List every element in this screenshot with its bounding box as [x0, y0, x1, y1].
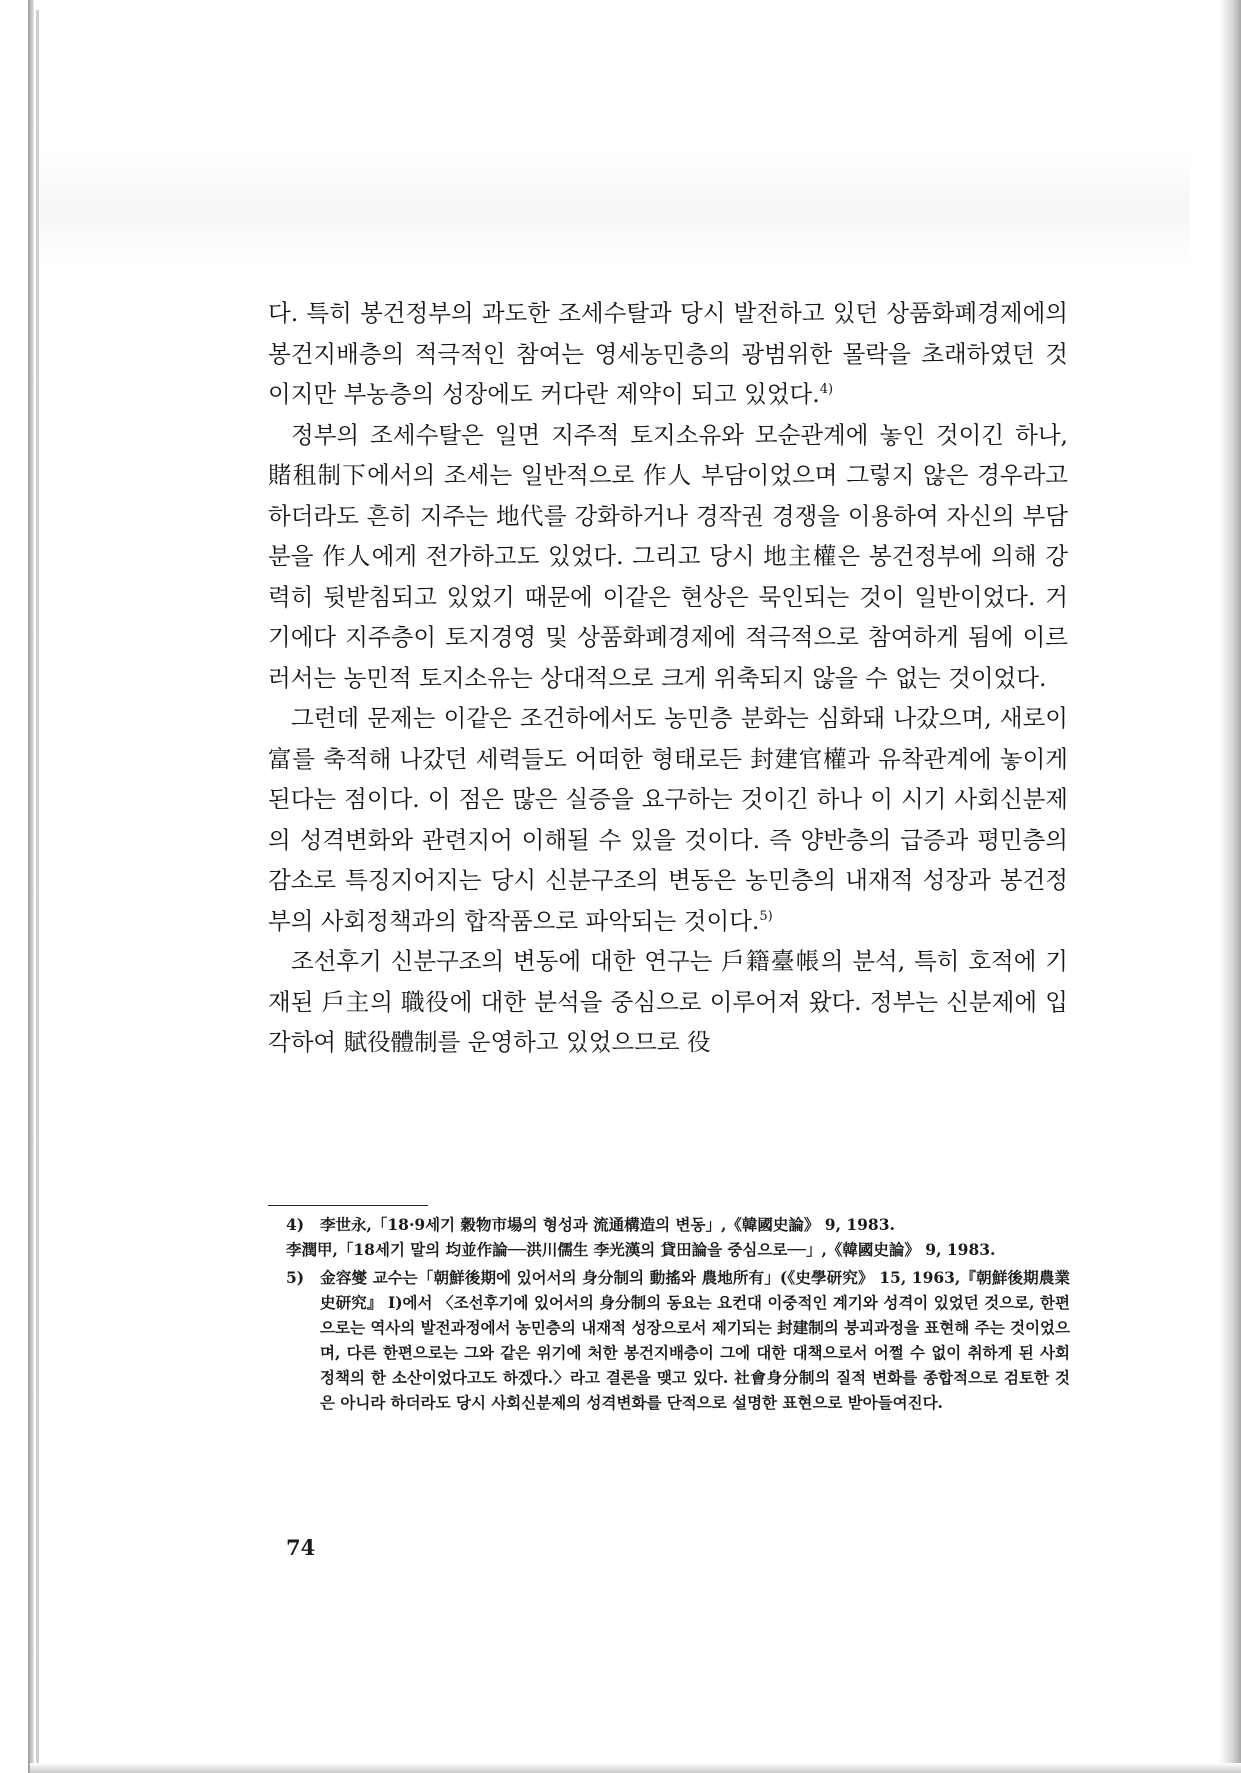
paragraph-text: 그런데 문제는 이같은 조건하에서도 농민층 분화는 심화돼 나갔으며, 새로이 富를 축적해 나갔던 세력들도 어떠한 형태로든 封建官權과 유착관계에 놓이게 된다는 점이다. 이 점은 많은 실증을 요구하는 것이긴 하나 이 시기 사회신분제의 성격변화와 관련지어 이해될 수 있을 것이다. 즉 양반층의 급증과 평민층의 감소로 특징지어지는 당시 신분구조의 변동은 농민층의 내재적 성장과 봉건정부의 사회정책과의 합작품으로 파악되는 것이다.: [268, 704, 1068, 935]
page-bottom-edge: [30, 1763, 1241, 1773]
footnote-line: 李世永,「18·9세기 穀物市場의 형성과 流通構造의 변동」,《韓國史論》 9, 1983.: [320, 1215, 895, 1234]
body-text: [268, 293, 1068, 1063]
paragraph-4: [268, 941, 1068, 1063]
footnote-ref[interactable]: 4): [819, 382, 834, 398]
footnote-number: 4): [286, 1215, 305, 1234]
page-left-edge: [28, 0, 34, 1773]
page-number: 74: [286, 1535, 316, 1560]
paragraph-text: 조선후기 신분구조의 변동에 대한 연구는 戶籍臺帳의 분석, 특히 호적에 기재된 戶主의 職役에 대한 분석을 중심으로 이루어져 왔다. 정부는 신분제에 입각하여 賦役體制를 운영하고 있었으므로 役: [268, 947, 1068, 1056]
page-left-edge-inner: [36, 10, 39, 1765]
footnote-number: 5): [286, 1268, 305, 1287]
page-right-edge: [1219, 0, 1241, 1773]
paragraph-2: [268, 415, 1068, 699]
paragraph-text: 정부의 조세수탈은 일면 지주적 토지소유와 모순관계에 놓인 것이긴 하나, 賭租制下에서의 조세는 일반적으로 作人 부담이었으며 그렇지 않은 경우라고 하더라도 흔히 지주는 地代를 강화하거나 경작권 경쟁을 이용하여 자신의 부담분을 作人에게 전가하고도 있었다. 그리고 당시 地主權은 봉건정부에 의해 강력히 뒷받침되고 있었기 때문에 이같은 현상은 묵인되는 것이 일반이었다. 거기에다 지주층이 토지경영 및 상품화폐경제에 적극적으로 참여하게 됨에 이르러서는 농민적 토지소유는 상대적으로 크게 위축되지 않을 수 없는 것이었다.: [268, 420, 1068, 692]
footnote-4: [286, 1212, 1070, 1262]
scan-shadow: [40, 150, 1190, 270]
footnote-5: [286, 1265, 1070, 1415]
footnote-line: 金容燮 교수는「朝鮮後期에 있어서의 身分制의 動搖와 農地所有」(《史學研究》 15, 1963,『朝鮮後期農業史研究』 I)에서 〈조선후기에 있어서의 身分制의 동요는 요컨대 이중적인 계기와 성격이 있었던 것으로, 한편으로는 역사의 발전과정에서 농민층의 내재적 성장으로서 제기되는 封建制의 붕괴과정을 표현해 주는 것이었으며, 다른 한편으로는 그와 같은 위기에 처한 봉건지배층이 그에 대한 대책으로서 어쩔 수 없이 취하게 된 사회정책의 한 소산이었다고도 하겠다.〉라고 결론을 맺고 있다. 社會身分制의 질적 변화를 종합적으로 검토한 것은 아니라 하더라도 당시 사회신분제의 성격변화를 단적으로 설명한 표현으로 받아들여진다.: [320, 1268, 1070, 1412]
paragraph-text: 다. 특히 봉건정부의 과도한 조세수탈과 당시 발전하고 있던 상품화폐경제에의 봉건지배층의 적극적인 참여는 영세농민층의 광범위한 몰락을 초래하였던 것이지만 부농층의 성장에도 커다란 제약이 되고 있었다.: [268, 299, 1068, 408]
footnote-divider: [268, 1205, 428, 1206]
footnote-ref[interactable]: 5): [759, 908, 773, 924]
footnotes: [286, 1212, 1070, 1418]
paragraph-1: [268, 293, 1068, 415]
paragraph-3: [268, 698, 1068, 941]
footnote-line: 李潤甲,「18세기 말의 均並作論──洪川儒生 李光漢의 貸田論을 중심으로──」,《韓國史論》 9, 1983.: [286, 1240, 996, 1259]
